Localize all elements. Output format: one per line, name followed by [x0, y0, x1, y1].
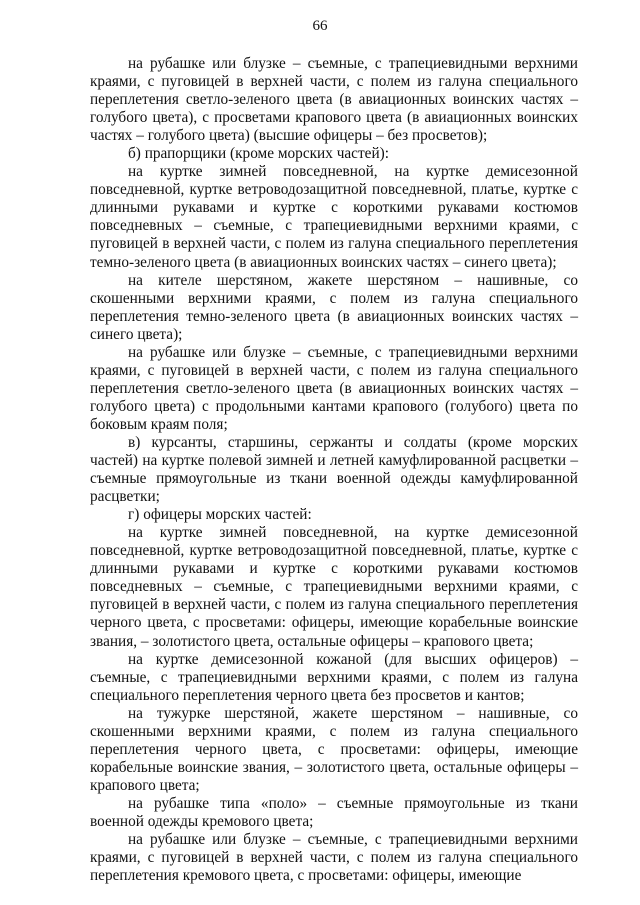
page-number: 66 — [312, 18, 328, 34]
document-body — [90, 55, 578, 885]
paragraph-7: г) офицеры морских частей: — [128, 506, 312, 524]
paragraph-9: на куртке демисезонной кожаной (для высших офицеров) – съемные, с трапециевидными верхними краями, с полем из галуна специального переплетения черного цвета без просветов и кантов; — [90, 650, 578, 704]
paragraph-10: на тужурке шерстяной, жакете шерстяном – нашивные, со скошенными верхними краями, с полем из галуна специального переплетения черного цвета, с просветами: офицеры, имеющие корабельные воинские звания, – золотистого цвета, остальные офицеры – крапового цвета; — [90, 704, 578, 794]
paragraph-6: в) курсанты, старшины, сержанты и солдаты (кроме морских частей) на куртке полевой зимней и летней камуфлированной расцветки – съемные прямоугольные из ткани военной одежды камуфлированной расцветки; — [90, 433, 578, 506]
paragraph-2: б) прапорщики (кроме морских частей): — [128, 145, 389, 163]
paragraph-5: на рубашке или блузке – съемные, с трапециевидными верхними краями, с пуговицей в верхней части, с полем из галуна специального переплетения светло-зеленого цвета (в авиационных воинских частях – голубого цвета) с продольными кантами крапового (голубого) цвета по боковым краям поля; — [90, 343, 578, 433]
paragraph-3: на куртке зимней повседневной, на куртке демисезонной повседневной, куртке ветроводозащитной повседневной, платье, куртке с длинными рукавами и куртке с короткими рукавами костюмов повседневных – съемные, с трапециевидными верхними краями, с пуговицей в верхней части, с полем из галуна специального переплетения темно-зеленого цвета (в авиационных воинских частях – синего цвета); — [90, 163, 578, 271]
paragraph-1: на рубашке или блузке – съемные, с трапециевидными верхними краями, с пуговицей в верхней части, с полем из галуна специального переплетения светло-зеленого цвета (в авиационных воинских частях – голубого цвета), с просветами крапового цвета (в авиационных воинских частях – голубого цвета) (высшие офицеры – без просветов); — [90, 55, 578, 145]
paragraph-12: на рубашке или блузке – съемные, с трапециевидными верхними краями, с пуговицей в верхней части, с полем из галуна специального переплетения кремового цвета, с просветами: офицеры, имеющие — [90, 831, 578, 885]
paragraph-11: на рубашке типа «поло» – съемные прямоугольные из ткани военной одежды кремового цвета; — [90, 794, 578, 830]
paragraph-8: на куртке зимней повседневной, на куртке демисезонной повседневной, куртке ветроводозащитной повседневной, платье, куртке с длинными рукавами и куртке с короткими рукавами костюмов повседневных – съемные, с трапециевидными верхними краями, с пуговицей в верхней части, с полем из галуна специального переплетения черного цвета, с просветами: офицеры, имеющие корабельные воинские звания, – золотистого цвета, остальные офицеры – крапового цвета; — [90, 524, 578, 650]
paragraph-4: на кителе шерстяном, жакете шерстяном – нашивные, со скошенными верхними краями, с полем из галуна специального переплетения темно-зеленого цвета (в авиационных воинских частях – синего цвета); — [90, 271, 578, 343]
